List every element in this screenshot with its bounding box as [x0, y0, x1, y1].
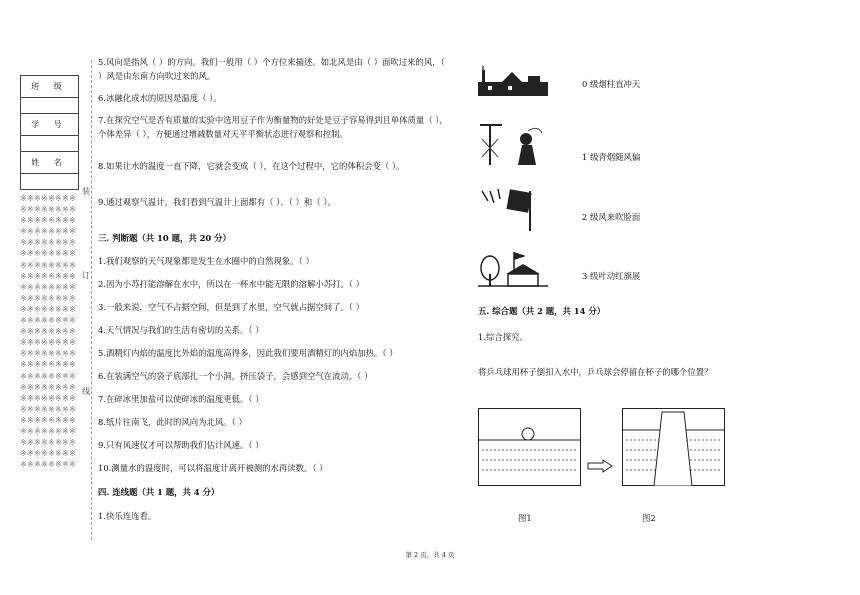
judgment-10: 10.测量水的温度时，可以将温度计离开被测的水再读数。（ ）: [98, 463, 328, 473]
judgment-3: 3.一般来说，空气不占据空间，但是到了水里，空气就占据空间了。（ ）: [98, 302, 365, 312]
section-5-title: 五. 综合题（共 2 题，共 14 分）: [478, 306, 606, 316]
margin-char-zhuang: 装: [82, 187, 90, 196]
id-field[interactable]: [21, 136, 78, 152]
judgment-4: 4.天气情况与我们的生活有密切的关系。（ ）: [98, 325, 264, 335]
figure-2-label: 图2: [642, 513, 656, 523]
student-info-table: [20, 75, 79, 190]
figure-2-diagram: [622, 408, 725, 490]
wind-level-0-picture: [478, 66, 548, 100]
section-5-question: 1.综合探究。: [478, 332, 528, 342]
judgment-6: 6.在装满空气的袋子底部扎一个小洞，挤压袋子，会感到空气在流动。（ ）: [98, 371, 373, 381]
wind-level-0-label: 0 级烟柱直冲天: [582, 79, 641, 89]
wind-level-3-label: 3 级叶动红旗展: [582, 271, 641, 281]
fill-question-6: 6.冰融化成水的原因是温度（ ）。: [98, 93, 222, 103]
name-field[interactable]: [21, 174, 78, 189]
wind-level-2-label: 2 级风来吹脸面: [582, 212, 641, 222]
fill-question-5: 5.风向是指风（ ）的方向。我们一般用（ ）个方位来描述。如北风是由（ ）面吹过来的风，（ ）风是由东南方向吹过来的风。: [98, 57, 445, 81]
margin-char-xian: 线: [82, 387, 90, 396]
arrow-icon: [587, 458, 613, 477]
wind-level-1-picture: [478, 117, 548, 171]
judgment-2: 2.因为小苏打能溶解在水中，所以在一杯水中能无限的溶解小苏打。（ ）: [98, 279, 365, 289]
class-label: 班 级: [21, 76, 78, 98]
section-3-title: 三. 判断题（共 10 题，共 20 分）: [98, 233, 231, 243]
section-5-text: 将乒乓球用杯子倒扣入水中，乒乓球会停留在杯子的哪个位置？: [478, 367, 713, 377]
judgment-9: 9.只有风速仪才可以帮助我们估计风速。（ ）: [98, 440, 264, 450]
judgment-8: 8.纸片往南飞，此时的风向为北风。（ ）: [98, 417, 247, 427]
wind-level-2-picture: [478, 187, 548, 236]
judgment-7: 7.在碎冰里加盐可以使碎冰的温度更低。（ ）: [98, 394, 264, 404]
judgment-5: 5.酒精灯内焰的温度比外焰的温度高得多，因此我们要用酒精灯的内焰加热。（ ）: [98, 348, 398, 358]
section-4-title: 四. 连线题（共 1 题，共 4 分）: [98, 487, 220, 497]
id-label: 学 号: [21, 114, 78, 136]
fill-question-9: 9.通过观察气温计，我们看到气温计上面都有（ ）、（ ）和（ ）。: [98, 197, 336, 207]
decorative-pattern: ※※※※※※※※※※※※※※※※※※※※※※※※※※※※※※※※※※※※※※※※※※※※※※※※※※※※※※※※※※※※※※※※※※※※※※※※※※※※※※※※※※※※※※※※※※※※※※※※※※※※※※※※※※※※※※※※※※※※※※※※※※※※※※※※※※※※※※※※※※※※※※※※※※※※※※※※※※※※※※※※※※※※※※※※※※※※※※※※※※※※※※※※※※※※※※※※※※※※※※※※: [20, 194, 77, 470]
fill-question-7: 7.在探究空气是否有质量的实验中选用豆子作为衡量物的好处是豆子容易得到且单体质量（ ），个体差异（ ），方便通过增减数量对天平平衡状态进行观察和控制。: [98, 115, 448, 139]
judgment-1: 1.我们观察的天气现象都是发生在水圈中的自然现象。（ ）: [98, 256, 314, 266]
binding-line: [91, 60, 92, 540]
page-footer: 第 2 页，共 4 页: [405, 551, 455, 559]
class-field[interactable]: [21, 98, 78, 114]
figure-1-label: 图1: [518, 513, 532, 523]
fill-question-8: 8.如果让水的温度一直下降，它就会变成（ ），在这个过程中，它的体积会变（ ）。: [98, 161, 405, 171]
wind-level-1-label: 1 级青烟随风偏: [582, 152, 641, 162]
wind-level-3-picture: [478, 248, 548, 292]
figure-1-diagram: [478, 408, 581, 490]
margin-char-ding: 订: [82, 271, 90, 280]
name-label: 姓 名: [21, 152, 78, 174]
section-4-question: 1.快乐连连看。: [98, 511, 157, 521]
